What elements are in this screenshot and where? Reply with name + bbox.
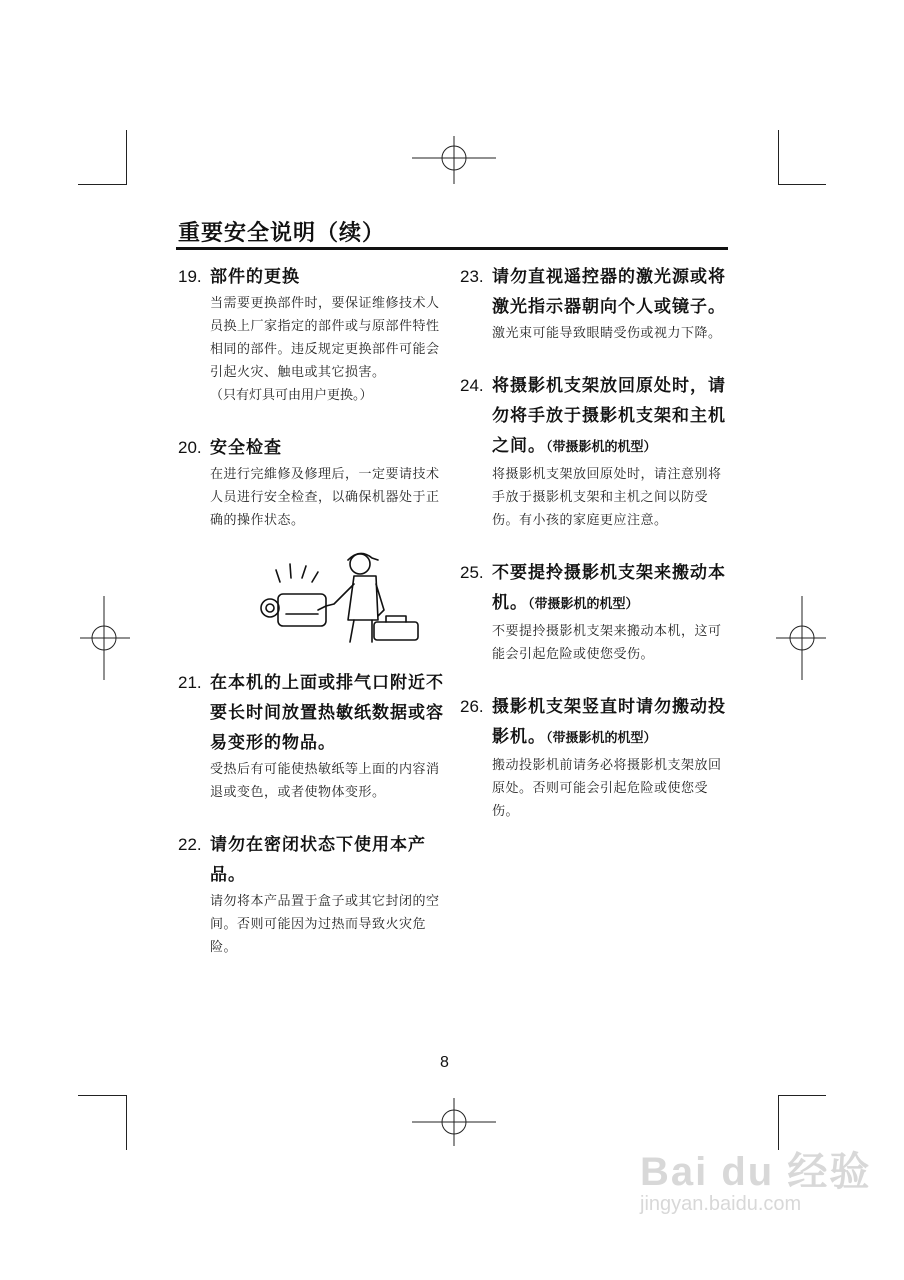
- watermark: [640, 1140, 871, 1216]
- right-column: [460, 262, 730, 823]
- item-title: 安全检查: [210, 438, 282, 458]
- crop-mark-br-h: [778, 1095, 826, 1096]
- item-note: （只有灯具可由用户更换。）: [210, 388, 373, 403]
- item-title: 摄影机支架竖直时请勿搬动投影机。: [492, 697, 726, 747]
- item-22: [178, 830, 446, 959]
- model-tag: （带摄影机的机型）: [528, 597, 639, 612]
- registration-mark-top: [412, 136, 496, 184]
- model-tag: （带摄影机的机型）: [546, 440, 657, 455]
- registration-mark-right: [776, 596, 826, 680]
- item-title: 部件的更换: [210, 267, 300, 287]
- left-column: [178, 262, 446, 959]
- item-number: 26.: [460, 697, 484, 716]
- registration-mark-left: [80, 596, 130, 680]
- page-title: 重要安全说明（续）: [178, 221, 386, 246]
- item-26: [460, 692, 730, 823]
- item-21: [178, 668, 446, 804]
- page-number: 8: [440, 1054, 449, 1071]
- item-25: [460, 558, 730, 666]
- technician-illustration: [178, 550, 446, 654]
- item-title: 请勿直视遥控器的激光源或将激光指示器朝向个人或镜子。: [492, 267, 726, 317]
- item-19: [178, 262, 446, 407]
- item-body: 搬动投影机前请务必将摄影机支架放回原处。否则可能会引起危险或使您受伤。: [492, 758, 722, 819]
- item-number: 25.: [460, 563, 484, 582]
- crop-mark-bl-v: [126, 1095, 127, 1150]
- item-20: [178, 433, 446, 532]
- crop-mark-tl-h: [78, 184, 126, 185]
- item-body: 将摄影机支架放回原处时，请注意别将手放于摄影机支架和主机之间以防受伤。有小孩的家庭更应注意。: [492, 467, 722, 528]
- item-body: 当需要更换部件时，要保证维修技术人员换上厂家指定的部件或与原部件特性相同的部件。违反规定更换部件可能会引起火灾、触电或其它损害。: [210, 296, 440, 380]
- item-24: [460, 371, 730, 532]
- item-23: [460, 262, 730, 345]
- item-number: 20.: [178, 438, 202, 457]
- item-title: 不要提拎摄影机支架来搬动本机。: [492, 563, 726, 613]
- item-body: 受热后有可能使热敏纸等上面的内容消退或变色，或者使物体变形。: [210, 762, 440, 800]
- item-body: 请勿将本产品置于盒子或其它封闭的空间。否则可能因为过热而导致火灾危险。: [210, 894, 440, 955]
- crop-mark-tr-v: [778, 130, 779, 185]
- item-title: 将摄影机支架放回原处时，请勿将手放于摄影机支架和主机之间。: [492, 376, 726, 456]
- item-title: 请勿在密闭状态下使用本产品。: [210, 835, 426, 885]
- crop-mark-tl-v: [126, 130, 127, 185]
- title-rule: [176, 247, 728, 250]
- item-number: 23.: [460, 267, 484, 286]
- item-number: 21.: [178, 673, 202, 692]
- item-body: 不要提拎摄影机支架来搬动本机，这可能会引起危险或使您受伤。: [492, 624, 722, 662]
- item-body: 激光束可能导致眼睛受伤或视力下降。: [492, 326, 722, 341]
- model-tag: （带摄影机的机型）: [546, 731, 657, 746]
- item-number: 19.: [178, 267, 202, 286]
- registration-mark-bottom: [412, 1098, 496, 1146]
- item-title: 在本机的上面或排气口附近不要长时间放置热敏纸数据或容易变形的物品。: [210, 673, 444, 753]
- crop-mark-tr-h: [778, 184, 826, 185]
- watermark-url: jingyan.baidu.com: [640, 1193, 802, 1215]
- crop-mark-bl-h: [78, 1095, 126, 1096]
- item-number: 24.: [460, 376, 484, 395]
- watermark-brand: Bai du 经验: [640, 1150, 872, 1194]
- item-body: 在进行完維修及修理后，一定要请技术人员进行安全检查，以确保机器处于正确的操作状态。: [210, 467, 440, 528]
- item-number: 22.: [178, 835, 202, 854]
